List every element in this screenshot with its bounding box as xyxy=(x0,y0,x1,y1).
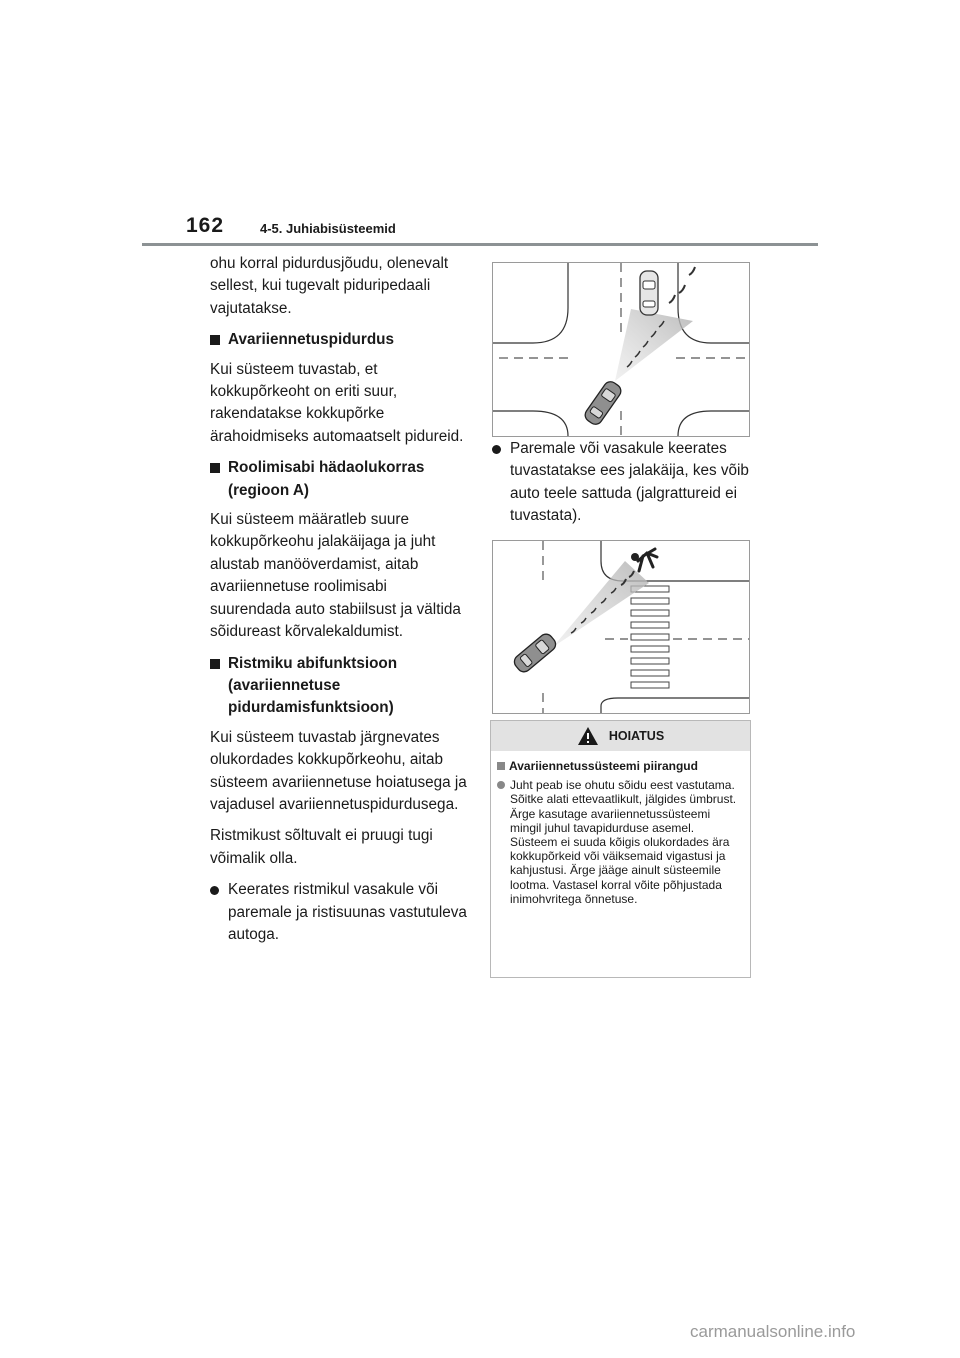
left-column xyxy=(210,253,470,946)
round-bullet-icon xyxy=(497,781,505,789)
pedestrian-icon xyxy=(631,549,657,571)
warning-subtitle-text: Avariiennetussüsteemi piirangud xyxy=(509,759,698,773)
intersection-turn-illustration xyxy=(492,262,750,437)
warning-item xyxy=(497,778,742,906)
warning-label: HOIATUS xyxy=(608,729,665,743)
round-bullet-icon xyxy=(492,445,501,454)
header-rule xyxy=(142,243,818,246)
section-heading-collision-braking xyxy=(210,329,470,351)
heading-text: Avariiennetuspidurdus xyxy=(228,331,395,349)
heading-text: Roolimisabi hädaolukorras (regioon A) xyxy=(228,459,425,499)
bullet-text: Keerates ristmikul vasakule või paremale ja ristisuunas vastutuleva autoga. xyxy=(228,881,467,943)
collision-braking-text: Kui süsteem tuvastab, et kokkupõrkeoht on eriti suur, rakendatakse kokkupõrke ärahoidmiseks automaatselt pidureid. xyxy=(210,360,464,445)
warning-box xyxy=(490,720,751,978)
car-icon xyxy=(640,271,658,315)
section-heading-emergency-steering xyxy=(210,457,470,502)
square-bullet-icon xyxy=(210,463,220,473)
section-title: 4-5. Juhiabisüsteemid xyxy=(260,221,396,236)
intro-paragraph: ohu korral pidurdusjõudu, olenevalt sellest, kui tugevalt piduripedaali vajutatakse. xyxy=(210,255,449,317)
intersection-assist-note: Ristmikust sõltuvalt ei pruugi tugi võimalik olla. xyxy=(210,827,433,867)
warning-header xyxy=(491,721,750,751)
right-bullet xyxy=(492,438,752,528)
intersection-assist-text: Kui süsteem tuvastab järgnevates olukordades kokkupõrkeohu, aitab süsteem avariiennetuse hoiatusega ja vajadusel avariiennetuspidurdusega. xyxy=(210,728,467,813)
pedestrian-crossing-illustration xyxy=(492,540,750,714)
warning-subtitle xyxy=(497,759,742,773)
pedestrian-bullet xyxy=(492,438,752,528)
round-bullet-icon xyxy=(210,886,219,895)
warning-body xyxy=(491,751,750,906)
car-icon xyxy=(512,631,559,674)
intersection-svg xyxy=(493,263,749,436)
intersection-bullet xyxy=(210,879,470,946)
section-heading-intersection-assist xyxy=(210,653,470,720)
warning-triangle-icon xyxy=(577,726,599,746)
emergency-steering-text: Kui süsteem määratleb suure kokkupõrkeohu jalakäijaga ja juht alustab manööverdamist, aitab avariiennetuse roolimisabi suurendada auto stabiilsust ja vältida sõidureast kõrvalekaldumist. xyxy=(210,511,461,641)
heading-text: Ristmiku abifunktsioon (avariiennetuse pidurdamisfunktsioon) xyxy=(228,654,398,717)
square-bullet-icon xyxy=(210,335,220,345)
watermark: carmanualsonline.info xyxy=(690,1322,856,1341)
crossing-svg xyxy=(493,541,749,713)
page-number: 162 xyxy=(186,214,225,237)
square-bullet-icon xyxy=(210,659,220,669)
bullet-text: Paremale või vasakule keerates tuvastatakse ees jalakäija, kes võib auto teele sattuda (jalgrattureid ei tuvastata). xyxy=(510,440,749,525)
car-icon xyxy=(582,379,623,427)
warning-text: Juht peab ise ohutu sõidu eest vastutama. Sõitke alati ettevaatlikult, jälgides ümbrust. Ärge kasutage avariiennetussüsteemi mingil juhul tavapidurduse asemel. Süsteem ei suuda kõigis olukordades ära kokkupõrkeid või väiksemaid vigastusi ja kahjustusi. Ärge jääge ainult süsteemile lootma. Vastasel korral võite põhjustada inimohvritega õnnetuse. xyxy=(510,778,737,906)
square-bullet-icon xyxy=(497,762,505,770)
